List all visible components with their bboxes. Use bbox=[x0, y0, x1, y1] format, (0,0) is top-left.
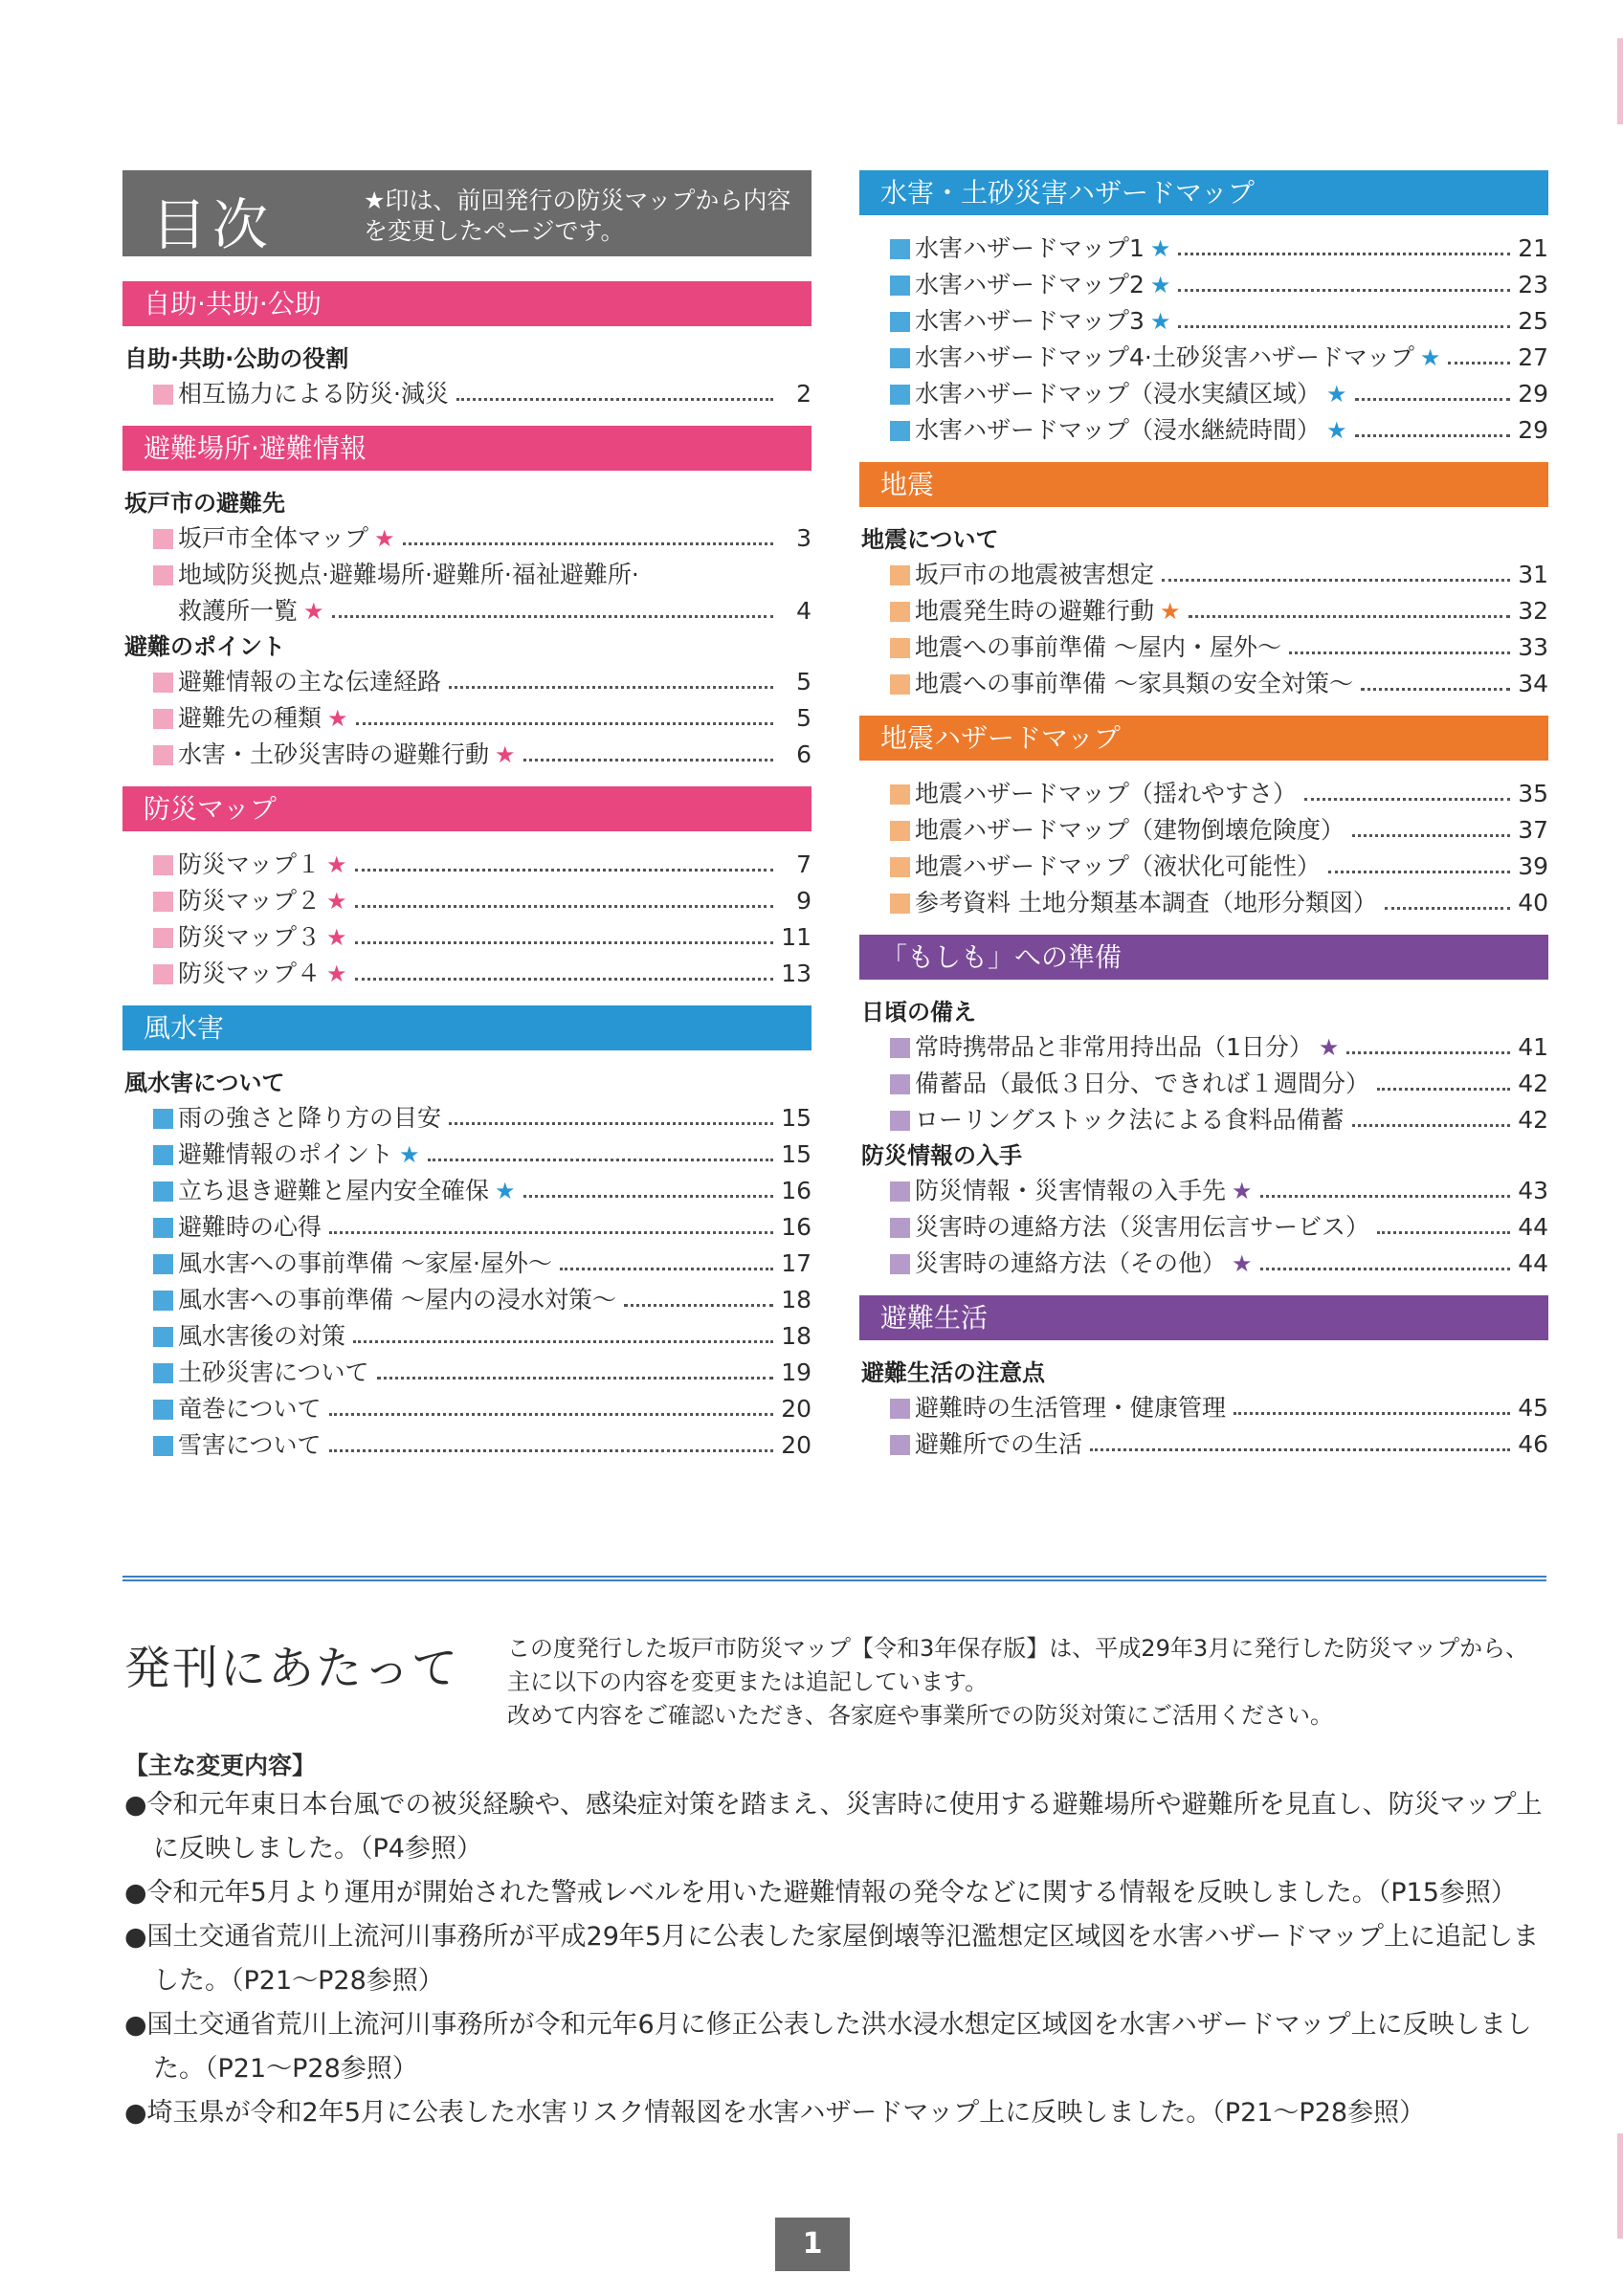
toc-entry[interactable] bbox=[153, 1137, 812, 1173]
changed-star-icon: ★ bbox=[495, 741, 516, 768]
toc-entry[interactable] bbox=[153, 1209, 812, 1246]
toc-page-number: 13 bbox=[781, 960, 812, 987]
toc-entry[interactable] bbox=[153, 919, 812, 956]
bullet-square-icon bbox=[890, 1038, 910, 1058]
changed-star-icon: ★ bbox=[1419, 344, 1441, 371]
toc-entry-label: 水害ハザードマップ3 bbox=[915, 307, 1145, 335]
section-header: 地震 bbox=[859, 462, 1548, 507]
leader-dots bbox=[355, 978, 773, 981]
changed-star-icon: ★ bbox=[1326, 381, 1347, 408]
leader-dots bbox=[560, 1268, 773, 1270]
change-item: ●国土交通省荒川上流河川事務所が令和元年6月に修正公表した洪水浸水想定区域図を水害ハザードマップ上に反映しました。（P21～P28参照） bbox=[124, 2010, 1532, 2084]
changed-star-icon: ★ bbox=[1149, 272, 1171, 298]
toc-entry-label: 救護所一覧 bbox=[178, 597, 299, 625]
bullet-square-icon bbox=[890, 1181, 910, 1202]
leader-dots bbox=[449, 686, 773, 689]
toc-page-number: 21 bbox=[1518, 234, 1548, 262]
bullet-square-icon bbox=[153, 1218, 173, 1238]
leader-dots bbox=[1178, 325, 1510, 328]
bullet-square-icon bbox=[890, 385, 910, 405]
leader-dots bbox=[1346, 1051, 1510, 1054]
toc-page-number: 18 bbox=[781, 1322, 812, 1350]
leader-dots bbox=[1189, 615, 1510, 618]
page-edge-mark bbox=[1617, 2133, 1623, 2239]
leader-dots bbox=[329, 1413, 773, 1416]
bullet-square-icon bbox=[153, 855, 173, 875]
toc-entry-label: 相互協力による防災·減災 bbox=[178, 380, 449, 408]
section-header: 自助·共助·公助 bbox=[122, 281, 812, 326]
leader-dots bbox=[1352, 834, 1510, 837]
leader-dots bbox=[1234, 1412, 1510, 1415]
changed-star-icon: ★ bbox=[326, 888, 347, 915]
toc-entry-label: 参考資料 土地分類基本調査（地形分類図） bbox=[915, 889, 1377, 916]
changed-star-icon: ★ bbox=[1326, 417, 1347, 444]
leader-dots bbox=[332, 615, 773, 618]
bullet-square-icon bbox=[890, 421, 910, 441]
changed-star-icon: ★ bbox=[326, 851, 347, 878]
leader-dots bbox=[523, 759, 773, 762]
changed-star-icon: ★ bbox=[1232, 1250, 1253, 1277]
section-header: 避難生活 bbox=[859, 1295, 1548, 1340]
toc-page-number: 29 bbox=[1518, 380, 1548, 408]
bullet-square-icon bbox=[890, 565, 910, 585]
toc-title-block bbox=[122, 170, 812, 256]
bullet-square-icon bbox=[890, 312, 910, 332]
toc-entry[interactable] bbox=[153, 1391, 812, 1427]
change-item: ●国土交通省荒川上流河川事務所が平成29年5月に公表した家屋倒壊等氾濫想定区域図を水害ハザードマップ上に追記しました。（P21～P28参照） bbox=[124, 1922, 1540, 1996]
changed-star-icon: ★ bbox=[303, 598, 324, 625]
toc-entry[interactable] bbox=[890, 557, 1548, 593]
leader-dots bbox=[355, 941, 773, 944]
toc-entry-label: 常時携帯品と非常用持出品（1日分） bbox=[915, 1033, 1313, 1061]
toc-page-number: 45 bbox=[1518, 1394, 1548, 1422]
toc-entry-label: 坂戸市の地震被害想定 bbox=[915, 561, 1155, 588]
bullet-square-icon bbox=[153, 565, 173, 585]
toc-entry-label: 避難所での生活 bbox=[915, 1430, 1083, 1458]
toc-page-number: 18 bbox=[781, 1286, 812, 1314]
toc-entry-label: 避難時の生活管理・健康管理 bbox=[915, 1394, 1227, 1422]
leader-dots bbox=[1352, 1124, 1510, 1127]
leader-dots bbox=[353, 1340, 773, 1343]
page-number: 1 bbox=[775, 2218, 850, 2271]
leader-dots bbox=[624, 1304, 773, 1307]
toc-page-number: 7 bbox=[796, 850, 812, 878]
bullet-square-icon bbox=[890, 602, 910, 622]
toc-entry-label: 立ち退き避難と屋内安全確保 bbox=[178, 1177, 490, 1204]
toc-page-number: 16 bbox=[781, 1213, 812, 1241]
bullet-square-icon bbox=[153, 1327, 173, 1347]
toc-entry-label: ローリングストック法による食料品備蓄 bbox=[915, 1106, 1345, 1134]
toc-entry[interactable] bbox=[890, 885, 1548, 921]
changed-star-icon: ★ bbox=[1149, 235, 1171, 262]
changed-star-icon: ★ bbox=[495, 1178, 516, 1204]
changed-star-icon: ★ bbox=[326, 960, 347, 987]
bullet-square-icon bbox=[890, 674, 910, 695]
leader-dots bbox=[1377, 1088, 1510, 1091]
section-header: 防災マップ bbox=[122, 786, 812, 831]
leader-dots bbox=[1260, 1268, 1510, 1270]
toc-page-number: 15 bbox=[781, 1104, 812, 1132]
toc-entry-label: 防災マップ３ bbox=[178, 923, 322, 951]
bullet-square-icon bbox=[153, 892, 173, 912]
toc-page-number: 41 bbox=[1518, 1033, 1548, 1061]
toc-entry-label: 水害ハザードマップ（浸水実績区域） bbox=[915, 380, 1322, 408]
bullet-square-icon bbox=[890, 1218, 910, 1238]
section-divider bbox=[122, 1576, 1546, 1581]
leader-dots bbox=[356, 722, 773, 725]
toc-page-number: 5 bbox=[796, 668, 812, 695]
toc-entry-label: 防災マップ４ bbox=[178, 960, 322, 987]
leader-dots bbox=[1178, 289, 1510, 292]
toc-entry[interactable] bbox=[153, 593, 812, 629]
toc-page-number: 17 bbox=[781, 1249, 812, 1277]
leader-dots bbox=[1162, 579, 1510, 582]
toc-entry-line[interactable] bbox=[153, 557, 812, 593]
toc-entry[interactable] bbox=[890, 1029, 1548, 1066]
leader-dots bbox=[355, 869, 773, 872]
toc-entry-label: 地域防災拠点·避難場所·避難所·福祉避難所· bbox=[178, 561, 639, 588]
toc-subheading: 地震について bbox=[861, 526, 999, 553]
toc-entry[interactable] bbox=[153, 1173, 812, 1209]
toc-page-number: 44 bbox=[1518, 1249, 1548, 1277]
bullet-square-icon bbox=[890, 239, 910, 259]
toc-entry-label: 雪害について bbox=[178, 1431, 322, 1459]
toc-page-number: 35 bbox=[1518, 780, 1548, 807]
toc-subheading: 坂戸市の避難先 bbox=[124, 490, 285, 517]
toc-subheading: 風水害について bbox=[124, 1070, 285, 1096]
intro-heading: 発刊にあたって bbox=[124, 1642, 460, 1695]
bullet-square-icon bbox=[890, 1074, 910, 1094]
toc-page-number: 25 bbox=[1518, 307, 1548, 335]
changed-star-icon: ★ bbox=[374, 525, 395, 552]
bullet-square-icon bbox=[890, 348, 910, 368]
toc-page-number: 5 bbox=[796, 704, 812, 732]
toc-entry[interactable] bbox=[153, 1318, 812, 1355]
leader-dots bbox=[1289, 651, 1510, 654]
toc-page-number: 46 bbox=[1518, 1430, 1548, 1458]
intro-paragraph-2: 改めて内容をご確認いただき、各家庭や事業所での防災対策にご活用ください。 bbox=[507, 1702, 1334, 1729]
toc-subheading: 避難生活の注意点 bbox=[861, 1359, 1045, 1386]
leader-dots bbox=[377, 1377, 773, 1380]
toc-right-sections bbox=[859, 170, 1548, 1463]
toc-page-number: 6 bbox=[796, 740, 812, 768]
toc-entry-label: 地震発生時の避難行動 bbox=[915, 597, 1155, 625]
toc-page-number: 40 bbox=[1518, 889, 1548, 916]
toc-entry[interactable] bbox=[890, 776, 1548, 812]
toc-page-number: 4 bbox=[796, 597, 812, 625]
toc-entry[interactable] bbox=[890, 629, 1548, 666]
toc-subheading: 避難のポイント bbox=[124, 633, 285, 660]
leader-dots bbox=[1355, 398, 1510, 401]
toc-entry-label: 避難先の種類 bbox=[178, 704, 322, 732]
toc-entry-label: 水害ハザードマップ（浸水継続時間） bbox=[915, 416, 1322, 444]
toc-subheading: 防災情報の入手 bbox=[861, 1142, 1022, 1169]
changes-heading: 【主な変更内容】 bbox=[124, 1752, 317, 1779]
toc-entry[interactable] bbox=[153, 700, 812, 737]
toc-entry[interactable] bbox=[890, 593, 1548, 629]
toc-note: ★印は、前回発行の防災マップから内容を変更したページです。 bbox=[364, 187, 791, 245]
toc-entry-label: 土砂災害について bbox=[178, 1358, 369, 1386]
leader-dots bbox=[1385, 907, 1510, 910]
toc-entry-label: 避難情報のポイント bbox=[178, 1140, 394, 1168]
toc-entry-label: 地震ハザードマップ（建物倒壊危険度） bbox=[915, 816, 1345, 844]
leader-dots bbox=[428, 1159, 773, 1161]
section-header: 水害・土砂災害ハザードマップ bbox=[859, 170, 1548, 215]
bullet-square-icon bbox=[153, 928, 173, 948]
leader-dots bbox=[355, 905, 773, 908]
bullet-square-icon bbox=[153, 1291, 173, 1311]
toc-entry[interactable] bbox=[153, 883, 812, 919]
toc-entry[interactable] bbox=[890, 1246, 1548, 1282]
bullet-square-icon bbox=[890, 1254, 910, 1274]
bullet-square-icon bbox=[153, 709, 173, 729]
toc-page-number: 42 bbox=[1518, 1106, 1548, 1134]
leader-dots bbox=[1355, 434, 1510, 437]
toc-entry[interactable] bbox=[890, 1209, 1548, 1246]
toc-page-number: 20 bbox=[781, 1431, 812, 1459]
toc-page-number: 27 bbox=[1518, 343, 1548, 371]
toc-page-number: 11 bbox=[781, 923, 812, 951]
toc-page-number: 31 bbox=[1518, 561, 1548, 588]
changes-list bbox=[124, 1783, 1550, 2135]
toc-entry[interactable] bbox=[890, 1390, 1548, 1426]
toc-page-number: 34 bbox=[1518, 670, 1548, 697]
toc-entry[interactable] bbox=[890, 376, 1548, 412]
toc-page-number: 37 bbox=[1518, 816, 1548, 844]
toc-entry[interactable] bbox=[153, 1355, 812, 1391]
page-edge-mark bbox=[1617, 38, 1623, 124]
toc-entry-label: 防災情報・災害情報の入手先 bbox=[915, 1177, 1227, 1204]
change-item: ●埼玉県が令和2年5月に公表した水害リスク情報図を水害ハザードマップ上に反映しました。（P21～P28参照） bbox=[124, 2098, 1426, 2128]
section-header: 地震ハザードマップ bbox=[859, 716, 1548, 761]
section-header: 「もしも」への準備 bbox=[859, 935, 1548, 980]
intro-text bbox=[124, 1632, 1550, 1733]
toc-entry[interactable] bbox=[890, 267, 1548, 303]
toc-subheading: 自助·共助·公助の役割 bbox=[124, 345, 349, 372]
toc-entry[interactable] bbox=[153, 664, 812, 700]
toc-page-number: 32 bbox=[1518, 597, 1548, 625]
change-item: ●令和元年東日本台風での被災経験や、感染症対策を踏まえ、災害時に使用する避難場所や避難所を見直し、防災マップ上に反映しました。（P4参照） bbox=[124, 1790, 1543, 1864]
leader-dots bbox=[1260, 1195, 1510, 1198]
bullet-square-icon bbox=[153, 745, 173, 765]
toc-entry[interactable] bbox=[890, 812, 1548, 849]
toc-entry[interactable] bbox=[890, 1066, 1548, 1102]
toc-entry-label: 風水害への事前準備 ～家屋·屋外～ bbox=[178, 1249, 552, 1277]
bullet-square-icon bbox=[890, 1399, 910, 1419]
changed-star-icon: ★ bbox=[1149, 308, 1171, 335]
toc-entry-label: 竜巻について bbox=[178, 1395, 322, 1423]
toc-entry[interactable] bbox=[153, 1100, 812, 1137]
leader-dots bbox=[403, 542, 773, 545]
toc-page-number: 43 bbox=[1518, 1177, 1548, 1204]
leader-dots bbox=[1090, 1448, 1510, 1451]
changed-star-icon: ★ bbox=[1318, 1034, 1340, 1061]
changed-star-icon: ★ bbox=[399, 1141, 420, 1168]
toc-page-number: 19 bbox=[781, 1358, 812, 1386]
bullet-square-icon bbox=[890, 894, 910, 914]
bullet-square-icon bbox=[153, 1109, 173, 1129]
toc-entry[interactable] bbox=[153, 737, 812, 773]
leader-dots bbox=[1328, 871, 1510, 873]
toc-entry[interactable] bbox=[890, 1173, 1548, 1209]
changed-star-icon: ★ bbox=[326, 924, 347, 951]
toc-entry[interactable] bbox=[153, 847, 812, 883]
toc-entry[interactable] bbox=[890, 1426, 1548, 1463]
toc-page-number: 33 bbox=[1518, 633, 1548, 661]
leader-dots bbox=[456, 398, 773, 401]
toc-entry[interactable] bbox=[153, 520, 812, 557]
leader-dots bbox=[1178, 253, 1510, 255]
toc-entry[interactable] bbox=[890, 303, 1548, 340]
toc-entry-label: 雨の強さと降り方の目安 bbox=[178, 1104, 442, 1132]
leader-dots bbox=[1377, 1231, 1510, 1234]
toc-entry-label: 災害時の連絡方法（その他） bbox=[915, 1249, 1227, 1277]
toc-entry[interactable] bbox=[890, 1102, 1548, 1138]
toc-entry[interactable] bbox=[890, 666, 1548, 702]
bullet-square-icon bbox=[153, 964, 173, 984]
toc-entry-label: 避難時の心得 bbox=[178, 1213, 322, 1241]
changed-star-icon: ★ bbox=[1160, 598, 1181, 625]
toc-entry[interactable] bbox=[890, 340, 1548, 376]
bullet-square-icon bbox=[153, 1254, 173, 1274]
toc-page-number: 20 bbox=[781, 1395, 812, 1423]
bullet-square-icon bbox=[890, 276, 910, 296]
change-item: ●令和元年5月より運用が開始された警戒レベルを用いた避難情報の発令などに関する情報を反映しました。（P15参照） bbox=[124, 1878, 1517, 1908]
toc-entry-label: 風水害への事前準備 ～屋内の浸水対策～ bbox=[178, 1286, 616, 1314]
bullet-square-icon bbox=[153, 673, 173, 693]
toc-entry[interactable] bbox=[153, 1282, 812, 1318]
leader-dots bbox=[1304, 798, 1510, 801]
bullet-square-icon bbox=[890, 1435, 910, 1455]
bullet-square-icon bbox=[153, 1436, 173, 1456]
bullet-square-icon bbox=[890, 821, 910, 841]
toc-entry-label: 避難情報の主な伝達経路 bbox=[178, 668, 442, 695]
toc-entry[interactable] bbox=[153, 376, 812, 412]
bullet-square-icon bbox=[890, 857, 910, 877]
toc-page-number: 42 bbox=[1518, 1070, 1548, 1097]
toc-page-number: 29 bbox=[1518, 416, 1548, 444]
leader-dots bbox=[1448, 362, 1510, 364]
toc-left-column bbox=[122, 170, 812, 1464]
leader-dots bbox=[1361, 688, 1510, 691]
bullet-square-icon bbox=[153, 1145, 173, 1165]
bullet-square-icon bbox=[890, 1111, 910, 1131]
toc-entry[interactable] bbox=[153, 1246, 812, 1282]
leader-dots bbox=[329, 1449, 773, 1452]
bullet-square-icon bbox=[153, 1400, 173, 1420]
toc-page-number: 23 bbox=[1518, 271, 1548, 298]
toc-right-column bbox=[859, 170, 1548, 1463]
toc-entry-label: 水害ハザードマップ2 bbox=[915, 271, 1145, 298]
toc-entry-label: 防災マップ２ bbox=[178, 887, 322, 915]
toc-entry-label: 水害・土砂災害時の避難行動 bbox=[178, 740, 490, 768]
toc-title: 目次 bbox=[151, 192, 275, 257]
toc-entry[interactable] bbox=[890, 849, 1548, 885]
bullet-square-icon bbox=[153, 529, 173, 549]
toc-entry[interactable] bbox=[890, 231, 1548, 267]
toc-page-number: 15 bbox=[781, 1140, 812, 1168]
toc-entry-label: 備蓄品（最低３日分、できれば１週間分） bbox=[915, 1070, 1370, 1097]
toc-entry-label: 坂戸市全体マップ bbox=[178, 524, 369, 552]
changed-star-icon: ★ bbox=[327, 705, 348, 732]
intro-paragraph-1: この度発行した坂戸市防災マップ【令和3年保存版】は、平成29年3月に発行した防災マップから、主に以下の内容を変更または追記しています。 bbox=[507, 1635, 1529, 1695]
toc-page-number: 39 bbox=[1518, 852, 1548, 880]
section-header: 風水害 bbox=[122, 1005, 812, 1050]
bullet-square-icon bbox=[153, 1181, 173, 1202]
bullet-square-icon bbox=[153, 1363, 173, 1383]
toc-entry-label: 水害ハザードマップ1 bbox=[915, 234, 1145, 262]
toc-page-number: 2 bbox=[796, 380, 812, 408]
toc-entry-label: 風水害後の対策 bbox=[178, 1322, 346, 1350]
leader-dots bbox=[523, 1195, 773, 1198]
bullet-square-icon bbox=[890, 638, 910, 658]
bullet-square-icon bbox=[890, 784, 910, 805]
bullet-square-icon bbox=[153, 385, 173, 405]
changed-star-icon: ★ bbox=[1232, 1178, 1253, 1204]
toc-entry-label: 災害時の連絡方法（災害用伝言サービス） bbox=[915, 1213, 1370, 1241]
section-header: 避難場所·避難情報 bbox=[122, 426, 812, 471]
leader-dots bbox=[449, 1122, 773, 1125]
toc-subheading: 日頃の備え bbox=[861, 999, 976, 1026]
toc-left-sections bbox=[122, 281, 812, 1464]
toc-page-number: 16 bbox=[781, 1177, 812, 1204]
toc-entry[interactable] bbox=[153, 956, 812, 992]
toc-entry-label: 地震への事前準備 ～家具類の安全対策～ bbox=[915, 670, 1353, 697]
toc-entry-label: 地震ハザードマップ（液状化可能性） bbox=[915, 852, 1322, 880]
toc-entry[interactable] bbox=[890, 412, 1548, 449]
toc-page-number: 9 bbox=[796, 887, 812, 915]
leader-dots bbox=[329, 1231, 773, 1234]
toc-entry-label: 地震への事前準備 ～屋内・屋外～ bbox=[915, 633, 1281, 661]
toc-entry-label: 地震ハザードマップ（揺れやすさ） bbox=[915, 780, 1298, 807]
toc-entry-label: 水害ハザードマップ4·土砂災害ハザードマップ bbox=[915, 343, 1414, 371]
toc-page-number: 3 bbox=[796, 524, 812, 552]
toc-entry-label: 防災マップ１ bbox=[178, 850, 322, 878]
toc-page-number: 44 bbox=[1518, 1213, 1548, 1241]
toc-entry[interactable] bbox=[153, 1427, 812, 1464]
